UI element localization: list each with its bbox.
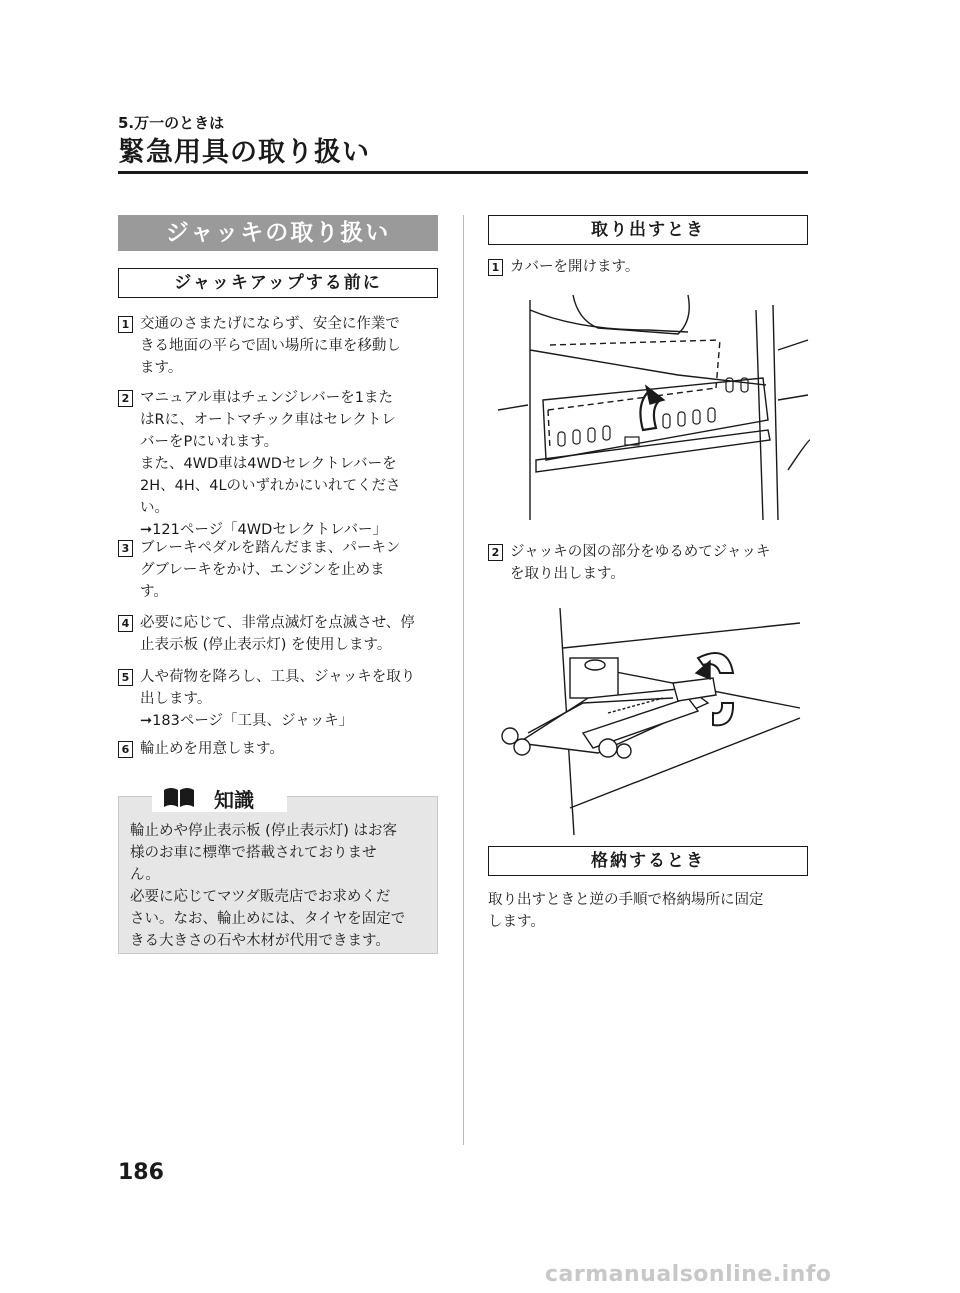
step-text: 人や荷物を降ろし、工具、ジャッキを取り 出します。 [140, 669, 416, 707]
step-number: 2 [118, 390, 133, 407]
note-text: 輪止めや停止表示板 (停止表示灯) はお客 様のお車に標準で搭載されておりませ ん。 必要に応じてマツダ販売店でお求めくだ さい。なお、輪止めには、タイヤを固定で きる大きさの石や木材が代用できます。 [130, 823, 406, 949]
page-reference: ➞183ページ「工具、ジャッキ」 [140, 713, 354, 729]
step-text: カバーを開けます。 [510, 259, 640, 275]
step-text: 輪止めを用意します。 [140, 741, 284, 757]
step-number: 4 [118, 615, 133, 632]
step-number: 3 [118, 540, 133, 557]
step-6 [118, 738, 443, 760]
step-text: 必要に応じて、非常点滅灯を点滅させ、停 止表示板 (停止表示灯) を使用します。 [140, 615, 415, 653]
step-3 [118, 537, 443, 603]
step-number: 1 [488, 259, 503, 276]
step-1 [118, 313, 443, 379]
step-text: マニュアル車はチェンジレバーを1また はRに、オートマチック車はセレクトレ バーをPにいれます。 また、4WD車は4WDセレクトレバーを 2H、4H、4Lのいずれかにいれてくださ い。 [140, 390, 401, 516]
takeout-step-1 [488, 256, 813, 278]
jack-removal-illustration [488, 603, 810, 837]
step-number: 2 [488, 544, 503, 561]
note-header [152, 782, 287, 812]
takeout-step-2 [488, 541, 813, 585]
note-label: 知識 [214, 788, 254, 812]
step-5 [118, 666, 443, 732]
subheading-before-jackup: ジャッキアップする前に [118, 268, 438, 298]
page-title: 緊急用具の取り扱い [118, 137, 370, 168]
step-4 [118, 612, 443, 656]
cover-open-illustration [488, 290, 810, 522]
book-icon [162, 786, 196, 808]
step-2 [118, 387, 443, 541]
chapter-label: 5.万一のときは [118, 114, 225, 132]
watermark: carmanualsonline.info [545, 1262, 832, 1287]
page-reference: ➞121ページ「4WDセレクトレバー」 [140, 522, 387, 538]
page-number: 186 [118, 1160, 164, 1185]
section-banner: ジャッキの取り扱い [118, 215, 438, 251]
store-instructions: 取り出すときと逆の手順で格納場所に固定 します。 [488, 892, 764, 930]
step-text: 交通のさまたげにならず、安全に作業で きる地面の平らで固い場所に車を移動し ます。 [140, 316, 401, 376]
step-number: 1 [118, 316, 133, 333]
step-number: 5 [118, 669, 133, 686]
subheading-take-out: 取り出すとき [488, 215, 808, 245]
step-text: ブレーキペダルを踏んだまま、パーキン グブレーキをかけ、エンジンを止めま す。 [140, 540, 401, 600]
step-number: 6 [118, 741, 133, 758]
title-rule [118, 171, 808, 174]
step-text: ジャッキの図の部分をゆるめてジャッキ を取り出します。 [510, 544, 771, 582]
subheading-store: 格納するとき [488, 846, 808, 876]
column-divider [463, 215, 464, 1145]
